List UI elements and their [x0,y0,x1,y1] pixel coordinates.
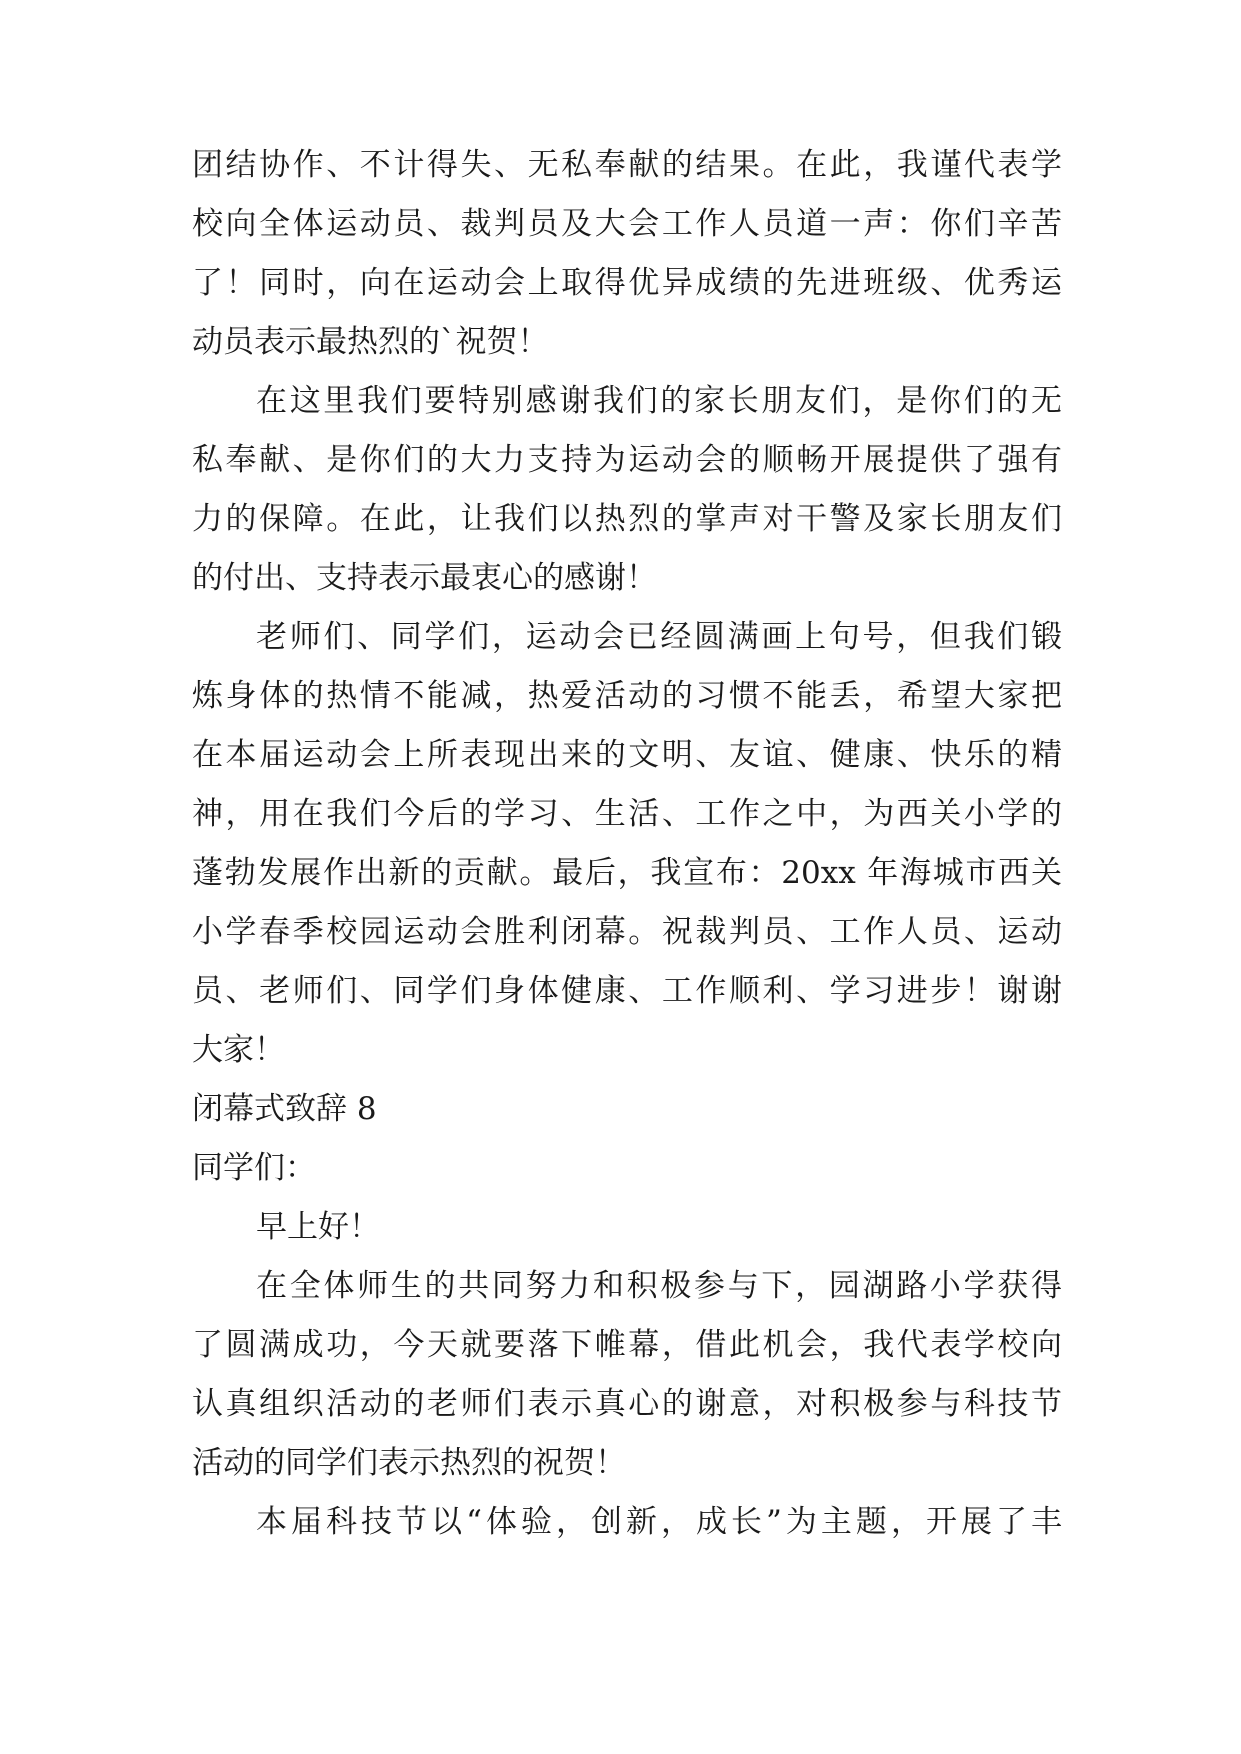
text-line: 大家！ [192,1032,285,1068]
text-line: 动员表示最热烈的`祝贺！ [192,324,549,360]
text-line: 蓬勃发展作出新的贡献。最后，我宣布：20xx 年海城市西关 [192,855,1062,891]
text-line: 在本届运动会上所表现出来的文明、友谊、健康、快乐的精 [192,737,1062,773]
section-heading: 闭幕式致辞 8 [192,1091,377,1127]
text-line: 校向全体运动员、裁判员及大会工作人员道一声：你们辛苦 [192,206,1062,242]
text-line: 活动的同学们表示热烈的祝贺！ [192,1445,626,1481]
paragraph-first-line: 本届科技节以“体验，创新，成长”为主题，开展了丰 [256,1504,1062,1540]
greeting: 早上好！ [256,1209,380,1245]
text-line: 力的保障。在此，让我们以热烈的掌声对干警及家长朋友们 [192,501,1062,537]
text-line: 小学春季校园运动会胜利闭幕。祝裁判员、工作人员、运动 [192,914,1062,950]
salutation: 同学们： [192,1150,316,1186]
text-line: 团结协作、不计得失、无私奉献的结果。在此，我谨代表学 [192,147,1062,183]
paragraph-first-line: 在全体师生的共同努力和积极参与下，园湖路小学获得 [256,1268,1062,1304]
paragraph-first-line: 老师们、同学们，运动会已经圆满画上句号，但我们锻 [256,619,1062,655]
text-line: 了！同时，向在运动会上取得优异成绩的先进班级、优秀运 [192,265,1062,301]
text-line: 认真组织活动的老师们表示真心的谢意，对积极参与科技节 [192,1386,1062,1422]
text-line: 的付出、支持表示最衷心的感谢！ [192,560,657,596]
text-line: 私奉献、是你们的大力支持为运动会的顺畅开展提供了强有 [192,442,1062,478]
text-line: 神，用在我们今后的学习、生活、工作之中，为西关小学的 [192,796,1062,832]
paragraph-first-line: 在这里我们要特别感谢我们的家长朋友们，是你们的无 [256,383,1062,419]
text-line: 员、老师们、同学们身体健康、工作顺利、学习进步！谢谢 [192,973,1062,1009]
text-line: 了圆满成功，今天就要落下帷幕，借此机会，我代表学校向 [192,1327,1062,1363]
text-line: 炼身体的热情不能减，热爱活动的习惯不能丢，希望大家把 [192,678,1062,714]
